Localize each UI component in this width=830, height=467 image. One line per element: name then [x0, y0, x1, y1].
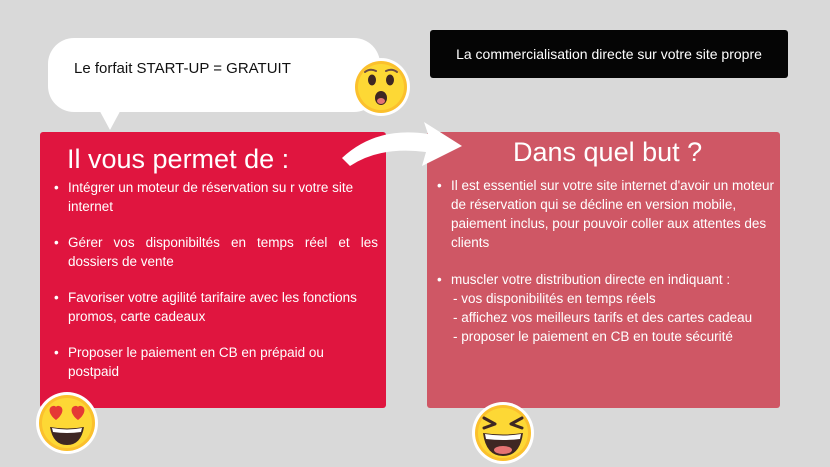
benefits-list	[52, 178, 378, 398]
purpose-list	[435, 176, 775, 364]
list-item: • Proposer le paiement en CB en prépaid ou postpaid	[52, 343, 378, 381]
list-item: • Intégrer un moteur de réservation su r votre site internet	[52, 178, 378, 216]
purpose-title: Dans quel but ?	[513, 137, 703, 167]
sub-item: - vos disponibilités en temps réels	[453, 291, 656, 306]
curved-arrow-icon	[336, 116, 472, 172]
benefits-panel	[40, 132, 386, 408]
heart-eyes-face-icon	[34, 390, 100, 456]
sub-item: - proposer le paiement en CB en toute sécurité	[453, 329, 733, 344]
list-item: • Gérer vos disponibiltés en temps réel et les dossiers de vente	[52, 233, 378, 271]
list-item: • Il est essentiel sur votre site internet d'avoir un moteur de réservation qui se décline en version mobile, paiement inclus, pour pouvoir coller aux attentes des clients	[435, 176, 775, 252]
headline-box: La commercialisation directe sur votre site propre	[430, 30, 788, 78]
sub-item: - affichez vos meilleurs tarifs et des cartes cadeau	[453, 310, 753, 325]
list-item: • Favoriser votre agilité tarifaire avec les fonctions promos, carte cadeaux	[52, 288, 378, 326]
surprised-face-icon	[350, 56, 412, 118]
purpose-panel	[427, 132, 780, 408]
benefits-title: Il vous permet de :	[67, 144, 290, 174]
speech-bubble-tail	[96, 104, 124, 130]
laughing-face-icon	[470, 400, 536, 466]
speech-bubble-text: Le forfait START-UP = GRATUIT	[74, 60, 291, 77]
list-item	[435, 270, 775, 346]
list-item-lead: muscler votre distribution directe en indiquant :	[451, 272, 731, 287]
